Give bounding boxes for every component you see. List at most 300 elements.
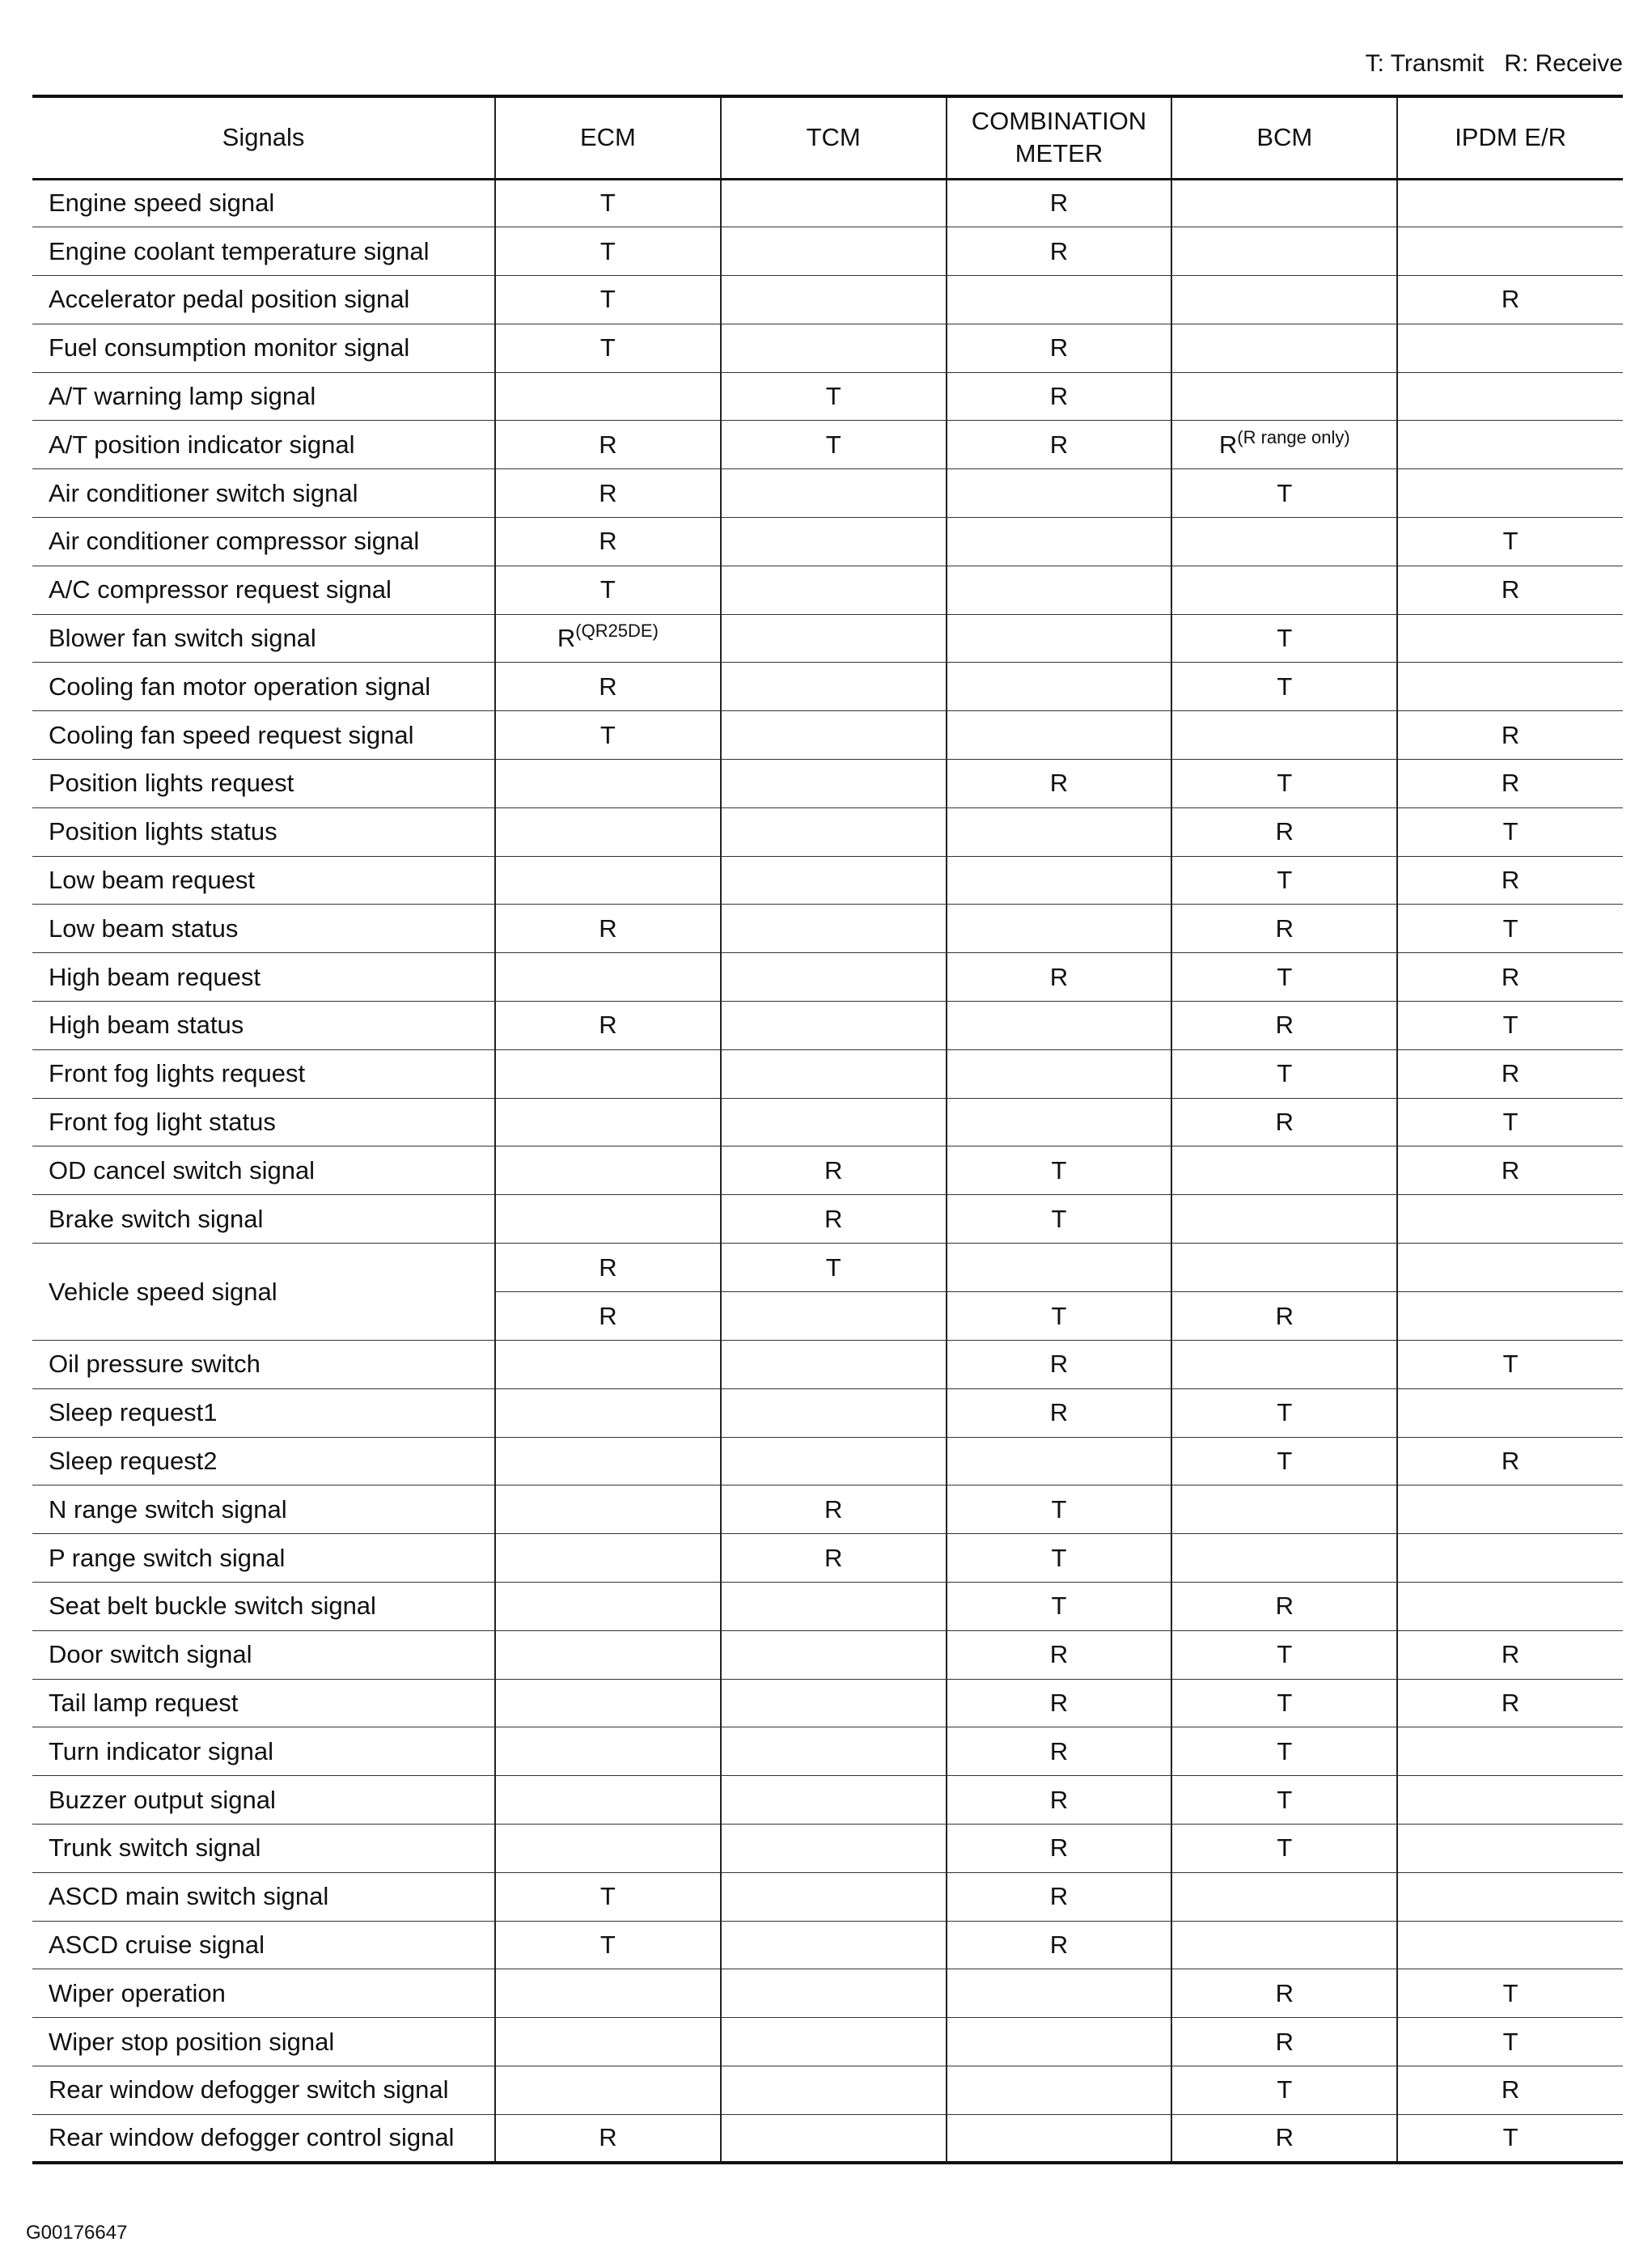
signal-name: Trunk switch signal [32,1825,495,1873]
cell-bcm [1171,1825,1397,1873]
table-row [32,1872,1623,1921]
cell-ipdm [1397,1098,1623,1146]
cell-value: R [599,2123,617,2152]
cell-bcm [1171,566,1397,614]
cell-ipdm [1397,2114,1623,2163]
cell-value: T [1277,769,1293,798]
cell-ecm [495,1098,721,1146]
cell-ipdm [1397,1583,1623,1631]
table-row [32,421,1623,469]
cell-combination-meter [947,1969,1172,2018]
cell-ecm [495,518,721,566]
cell-value: R [599,430,617,459]
cell-combination-meter [947,1872,1172,1921]
cell-ipdm [1397,1002,1623,1050]
cell-value: R [557,624,576,653]
cell-value: T [1502,2027,1519,2056]
signal-name: A/T position indicator signal [32,421,495,469]
cell-combination-meter [947,1776,1172,1825]
table-row [32,663,1623,711]
cell-value: R [1049,236,1069,265]
cell-combination-meter [947,807,1172,856]
cell-combination-meter [947,469,1172,518]
table-row [32,372,1623,421]
cell-value: T [1277,1736,1293,1765]
cell-combination-meter [947,1583,1172,1631]
cell-ipdm [1397,1969,1623,2018]
cell-tcm [721,1872,947,1921]
cell-tcm [721,807,947,856]
cell-value: T [1051,1494,1067,1524]
cell-ipdm [1397,1388,1623,1437]
signal-name: Wiper stop position signal [32,2018,495,2066]
cell-value: R [1049,1350,1069,1379]
cell-bcm [1171,179,1397,227]
cell-combination-meter [947,1195,1172,1244]
cell-value: T [1051,1301,1067,1330]
cell-tcm [721,2066,947,2114]
cell-value: T [1502,1978,1519,2007]
cell-tcm [721,179,947,227]
cell-tcm [721,518,947,566]
cell-value: R [1275,1301,1294,1330]
table-row [32,469,1623,518]
cell-bcm [1171,518,1397,566]
cell-combination-meter [947,1630,1172,1679]
cell-value: T [825,430,841,459]
cell-combination-meter [947,227,1172,276]
cell-ecm [495,1630,721,1679]
signal-name: P range switch signal [32,1534,495,1583]
cell-tcm [721,663,947,711]
table-row [32,1969,1623,2018]
cell-combination-meter [947,1244,1172,1292]
cell-bcm [1171,1679,1397,1727]
cell-ipdm [1397,2018,1623,2066]
cell-bcm [1171,807,1397,856]
header-ipdm: IPDM E/R [1397,96,1623,179]
cell-ipdm [1397,1049,1623,1098]
cell-bcm [1171,324,1397,372]
cell-ecm [495,1292,721,1341]
cell-value: R [599,672,617,701]
header-ecm: ECM [495,96,721,179]
cell-ipdm [1397,1872,1623,1921]
cell-tcm [721,953,947,1002]
signal-name: Front fog light status [32,1098,495,1146]
table-row [32,1534,1623,1583]
cell-combination-meter [947,2114,1172,2163]
signal-name: Sleep request1 [32,1388,495,1437]
cell-tcm [721,760,947,808]
cell-ecm [495,276,721,324]
cell-tcm [721,324,947,372]
cell-combination-meter [947,2066,1172,2114]
table-row [32,566,1623,614]
cell-ecm [495,760,721,808]
cell-bcm [1171,372,1397,421]
table-row [32,760,1623,808]
cell-value: R [1275,1011,1294,1040]
cell-combination-meter [947,1534,1172,1583]
cell-tcm [721,1630,947,1679]
signal-name: ASCD cruise signal [32,1921,495,1969]
cell-value: T [825,382,841,411]
cell-value: T [1277,1689,1293,1717]
cell-value: R [1049,382,1069,411]
signal-name: Oil pressure switch [32,1341,495,1389]
table-row [32,1921,1623,1969]
header-row [32,96,1623,179]
cell-tcm [721,1341,947,1389]
cell-ecm [495,1388,721,1437]
table-row [32,1146,1623,1195]
cell-value: R [1501,866,1520,895]
cell-combination-meter [947,1341,1172,1389]
legend: T: Transmit R: Receive [1365,50,1623,77]
cell-tcm [721,227,947,276]
cell-value: T [599,1930,616,1959]
cell-value: T [1277,1640,1293,1669]
cell-combination-meter [947,1437,1172,1486]
signal-name: Air conditioner compressor signal [32,518,495,566]
cell-bcm [1171,2114,1397,2163]
cell-ipdm [1397,711,1623,760]
cell-ipdm [1397,179,1623,227]
cell-value: R [1049,1398,1069,1427]
cell-tcm [721,1002,947,1050]
cell-value: T [825,1252,841,1282]
cell-ecm [495,1534,721,1583]
signal-name: Buzzer output signal [32,1776,495,1825]
cell-bcm [1171,663,1397,711]
signal-name: Sleep request2 [32,1437,495,1486]
table-row [32,1002,1623,1050]
table-row [32,1388,1623,1437]
table-row [32,1486,1623,1534]
cell-value: T [1277,2075,1293,2104]
cell-ecm [495,1727,721,1776]
table-row [32,1098,1623,1146]
cell-combination-meter [947,663,1172,711]
cell-value: R [1501,1155,1520,1185]
cell-bcm [1171,1195,1397,1244]
signal-name: Front fog lights request [32,1049,495,1098]
cell-ipdm [1397,1341,1623,1389]
cell-value: T [1051,1591,1067,1621]
cell-bcm [1171,2066,1397,2114]
cell-ecm [495,1486,721,1534]
cell-bcm [1171,227,1397,276]
cell-ecm [495,1776,721,1825]
cell-tcm [721,1292,947,1341]
cell-value: T [1502,817,1519,846]
signal-name: A/C compressor request signal [32,566,495,614]
cell-bcm [1171,1388,1397,1437]
cell-value: T [1051,1204,1067,1233]
cell-bcm [1171,1098,1397,1146]
cell-value: R [1275,1108,1294,1137]
cell-value: R [1049,1882,1069,1911]
cell-ipdm [1397,1292,1623,1341]
table-row [32,1776,1623,1825]
cell-value: R [1501,1689,1520,1717]
cell-value: T [599,333,616,362]
cell-value: R [1049,1833,1069,1863]
cell-ipdm [1397,663,1623,711]
cell-bcm [1171,856,1397,905]
cell-note: (QR25DE) [575,621,659,642]
cell-value: T [599,236,616,265]
signal-name: High beam request [32,953,495,1002]
cell-ecm [495,856,721,905]
table-row [32,276,1623,324]
cell-ipdm [1397,953,1623,1002]
cell-tcm [721,614,947,663]
cell-value: R [824,1155,843,1185]
table-row [32,711,1623,760]
cell-bcm [1171,905,1397,953]
cell-value: T [1277,478,1293,507]
signal-name: OD cancel switch signal [32,1146,495,1195]
cell-ipdm [1397,856,1623,905]
signal-name: Rear window defogger control signal [32,2114,495,2163]
cell-ecm [495,566,721,614]
cell-value: R [1049,333,1069,362]
cell-value: T [1502,1011,1519,1040]
table-row [32,2114,1623,2163]
cell-combination-meter [947,614,1172,663]
table-row [32,518,1623,566]
table-row [32,179,1623,227]
cell-tcm [721,711,947,760]
cell-ipdm [1397,1146,1623,1195]
cell-bcm [1171,1872,1397,1921]
cell-value: R [1501,962,1520,991]
cell-value: R [1501,769,1520,798]
cell-value: R [1275,2027,1294,2056]
cell-ipdm [1397,1195,1623,1244]
signal-name: Door switch signal [32,1630,495,1679]
cell-value: T [599,285,616,314]
cell-value: T [1502,1108,1519,1137]
cell-ipdm [1397,614,1623,663]
cell-ecm [495,1583,721,1631]
cell-tcm [721,1195,947,1244]
cell-tcm [721,1921,947,1969]
cell-value: R [1275,2123,1294,2152]
cell-ecm [495,1825,721,1873]
cell-value: T [1277,1398,1293,1427]
cell-tcm [721,421,947,469]
cell-value: R [1501,1059,1520,1088]
cell-tcm [721,1727,947,1776]
signal-name: Air conditioner switch signal [32,469,495,518]
cell-bcm [1171,614,1397,663]
cell-tcm [721,1534,947,1583]
cell-ipdm [1397,1727,1623,1776]
cell-ecm [495,227,721,276]
header-tcm: TCM [721,96,947,179]
cell-value: R [1049,962,1069,991]
signal-name: A/T warning lamp signal [32,372,495,421]
cell-ipdm [1397,421,1623,469]
cell-value: R [1049,189,1069,218]
cell-value: T [1277,1059,1293,1088]
cell-combination-meter [947,711,1172,760]
header-signals: Signals [32,96,495,179]
cell-combination-meter [947,953,1172,1002]
table-row [32,1630,1623,1679]
signal-name: N range switch signal [32,1486,495,1534]
cell-tcm [721,1969,947,2018]
cell-ecm [495,1437,721,1486]
cell-ecm [495,2114,721,2163]
cell-combination-meter [947,2018,1172,2066]
cell-ecm [495,469,721,518]
table-body [32,179,1623,2163]
cell-ecm [495,179,721,227]
cell-tcm [721,372,947,421]
cell-value: T [1502,2123,1519,2152]
cell-combination-meter [947,566,1172,614]
cell-bcm [1171,2018,1397,2066]
cell-tcm [721,905,947,953]
table-row [32,1727,1623,1776]
cell-ecm [495,1679,721,1727]
signal-name: Wiper operation [32,1969,495,2018]
cell-tcm [721,1388,947,1437]
cell-value: R [1049,1736,1069,1765]
signal-name: ASCD main switch signal [32,1872,495,1921]
cell-value: R [1049,769,1069,798]
cell-value: R [599,1252,617,1282]
cell-ecm [495,905,721,953]
cell-combination-meter [947,1098,1172,1146]
table-row [32,1341,1623,1389]
cell-tcm [721,566,947,614]
cell-combination-meter [947,1388,1172,1437]
signal-name: Fuel consumption monitor signal [32,324,495,372]
signal-name: Accelerator pedal position signal [32,276,495,324]
cell-combination-meter [947,372,1172,421]
cell-value: R [1275,817,1294,846]
cell-value: R [599,1301,617,1330]
cell-bcm [1171,1630,1397,1679]
table-row [32,1244,1623,1292]
table-row [32,1049,1623,1098]
cell-value: T [1502,527,1519,556]
cell-value: R [824,1543,843,1572]
cell-ipdm [1397,807,1623,856]
cell-combination-meter [947,324,1172,372]
cell-combination-meter [947,1049,1172,1098]
cell-ipdm [1397,2066,1623,2114]
cell-ecm [495,372,721,421]
cell-value: T [1051,1155,1067,1185]
cell-value: R [1049,1930,1069,1959]
cell-bcm [1171,276,1397,324]
cell-value: T [599,575,616,604]
cell-combination-meter [947,1002,1172,1050]
cell-value: T [1277,1447,1293,1476]
cell-value: T [599,1882,616,1911]
cell-combination-meter [947,856,1172,905]
table-row [32,227,1623,276]
signal-name: Engine coolant temperature signal [32,227,495,276]
cell-ipdm [1397,905,1623,953]
signal-name: Turn indicator signal [32,1727,495,1776]
cell-value: R [1501,1640,1520,1669]
cell-value: T [1277,672,1293,701]
cell-tcm [721,469,947,518]
cell-ecm [495,2018,721,2066]
signal-name: High beam status [32,1002,495,1050]
cell-value: T [1277,1833,1293,1863]
table-row [32,324,1623,372]
table-row [32,1825,1623,1873]
cell-value: R [824,1494,843,1524]
cell-value: T [1051,1543,1067,1572]
table-row [32,1583,1623,1631]
cell-ipdm [1397,276,1623,324]
cell-tcm [721,1049,947,1098]
cell-tcm [721,2114,947,2163]
cell-value: R [1501,285,1520,314]
cell-value: R [1049,430,1069,459]
cell-ipdm [1397,1630,1623,1679]
cell-tcm [721,1437,947,1486]
cell-ecm [495,1872,721,1921]
cell-bcm [1171,421,1397,469]
cell-value: T [599,189,616,218]
signal-name: Position lights status [32,807,495,856]
cell-ecm [495,663,721,711]
cell-ecm [495,324,721,372]
cell-combination-meter [947,276,1172,324]
cell-combination-meter [947,1146,1172,1195]
cell-ecm [495,2066,721,2114]
signal-name: Low beam request [32,856,495,905]
cell-value: R [1275,1591,1294,1621]
cell-tcm [721,856,947,905]
cell-ipdm [1397,227,1623,276]
cell-combination-meter [947,1727,1172,1776]
cell-ipdm [1397,760,1623,808]
figure-id: G00176647 [26,2222,128,2244]
cell-ipdm [1397,1921,1623,1969]
cell-value: T [1277,1785,1293,1814]
cell-value: T [1277,866,1293,895]
cell-ipdm [1397,1244,1623,1292]
signal-name: Cooling fan speed request signal [32,711,495,760]
table-row [32,2018,1623,2066]
cell-combination-meter [947,1486,1172,1534]
cell-ecm [495,711,721,760]
cell-combination-meter [947,1921,1172,1969]
cell-ecm [495,1969,721,2018]
cell-tcm [721,1583,947,1631]
cell-combination-meter [947,1679,1172,1727]
cell-bcm [1171,760,1397,808]
cell-ipdm [1397,324,1623,372]
cell-value: R [1049,1640,1069,1669]
table-row [32,807,1623,856]
table-row [32,614,1623,663]
cell-note: (R range only) [1237,426,1350,447]
cell-bcm [1171,1244,1397,1292]
cell-value: T [1502,1350,1519,1379]
